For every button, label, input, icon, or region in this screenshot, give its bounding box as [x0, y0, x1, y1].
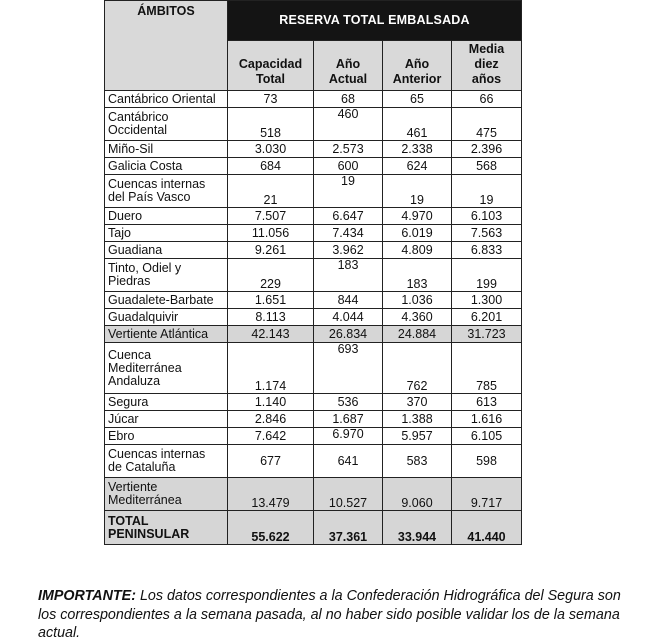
cell-value: 6.103: [452, 208, 522, 225]
cell-value: 1.687: [314, 411, 383, 428]
table-row: [105, 478, 522, 511]
cell-value: 844: [314, 292, 383, 309]
row-name-line: Cantábrico Oriental: [108, 91, 216, 106]
cell-value: 7.434: [314, 225, 383, 242]
cell-value: 6.970: [314, 428, 383, 445]
table-row: [105, 428, 522, 445]
cell-value: 2.396: [452, 141, 522, 158]
ambitos-header: ÁMBITOS: [105, 1, 228, 91]
note-text: Los datos correspondientes a la Confederación Hidrográfica del Segura son los correspondientes a la semana pasada, al no haber sido posible validar los de la semana actual.: [38, 588, 621, 641]
row-name: [105, 428, 228, 445]
row-name-line: Piedras: [108, 274, 151, 288]
cell-value: 9.060: [383, 478, 452, 511]
table-row: [105, 326, 522, 343]
table-row: [105, 259, 522, 292]
cell-value: 1.140: [228, 394, 314, 411]
table-row: [105, 242, 522, 259]
table-row: [105, 108, 522, 141]
cell-value: 518: [228, 108, 314, 141]
table-row: [105, 175, 522, 208]
column-header: [383, 41, 452, 91]
cell-value: 31.723: [452, 326, 522, 343]
column-header-line: diez: [474, 57, 499, 71]
table-row: [105, 343, 522, 394]
row-name: [105, 108, 228, 141]
cell-value: 613: [452, 394, 522, 411]
row-name: [105, 326, 228, 343]
cell-value: 19: [452, 175, 522, 208]
cell-value: 73: [228, 91, 314, 108]
cell-value: 6.201: [452, 309, 522, 326]
cell-value: 677: [228, 445, 314, 478]
table-row: [105, 511, 522, 545]
cell-value: 7.507: [228, 208, 314, 225]
cell-value: 24.884: [383, 326, 452, 343]
row-name-line: Mediterránea: [108, 493, 182, 507]
cell-value: 41.440: [452, 511, 522, 545]
row-name-line: Tinto, Odiel y: [108, 261, 182, 275]
cell-value: 3.962: [314, 242, 383, 259]
row-name-line: Cuencas internas: [108, 177, 206, 191]
cell-value: 4.360: [383, 309, 452, 326]
column-header: [452, 41, 522, 91]
cell-value: 229: [228, 259, 314, 292]
cell-value: 7.563: [452, 225, 522, 242]
cell-value: 461: [383, 108, 452, 141]
cell-value: 460: [314, 108, 383, 141]
column-header-line: Año: [335, 57, 361, 71]
cell-value: 42.143: [228, 326, 314, 343]
cell-value: 65: [383, 91, 452, 108]
row-name-line: de Cataluña: [108, 460, 176, 474]
cell-value: 9.261: [228, 242, 314, 259]
cell-value: 19: [383, 175, 452, 208]
cell-value: 684: [228, 158, 314, 175]
table-row: [105, 292, 522, 309]
row-name: [105, 175, 228, 208]
cell-value: 624: [383, 158, 452, 175]
row-name-line: Guadiana: [108, 242, 163, 257]
row-name-line: Occidental: [108, 123, 168, 137]
row-name-line: Cuencas internas: [108, 447, 206, 461]
cell-value: 5.957: [383, 428, 452, 445]
row-name: [105, 91, 228, 108]
cell-value: 183: [383, 259, 452, 292]
row-name-line: Guadalquivir: [108, 309, 179, 324]
table-row: [105, 309, 522, 326]
row-name: [105, 208, 228, 225]
cell-value: 475: [452, 108, 522, 141]
column-header: [228, 41, 314, 91]
note-lead: IMPORTANTE:: [38, 588, 136, 604]
table-row: [105, 394, 522, 411]
cell-value: 21: [228, 175, 314, 208]
cell-value: 11.056: [228, 225, 314, 242]
cell-value: 536: [314, 394, 383, 411]
cell-value: 1.174: [228, 343, 314, 394]
row-name-line: Miño-Sil: [108, 141, 154, 156]
row-name-line: Ebro: [108, 428, 135, 443]
cell-value: 10.527: [314, 478, 383, 511]
cell-value: 55.622: [228, 511, 314, 545]
cell-value: 66: [452, 91, 522, 108]
column-header-line: Total: [256, 72, 285, 86]
row-name: [105, 225, 228, 242]
cell-value: 4.970: [383, 208, 452, 225]
row-name-line: Guadalete-Barbate: [108, 292, 214, 307]
row-name-line: Tajo: [108, 225, 131, 240]
cell-value: 6.105: [452, 428, 522, 445]
cell-value: 68: [314, 91, 383, 108]
cell-value: 13.479: [228, 478, 314, 511]
group-header: RESERVA TOTAL EMBALSADA: [228, 1, 522, 41]
cell-value: 4.044: [314, 309, 383, 326]
cell-value: 583: [383, 445, 452, 478]
cell-value: 370: [383, 394, 452, 411]
cell-value: 183: [314, 259, 383, 292]
cell-value: 3.030: [228, 141, 314, 158]
row-name: [105, 343, 228, 394]
row-name: [105, 292, 228, 309]
cell-value: 6.647: [314, 208, 383, 225]
row-name: [105, 411, 228, 428]
cell-value: 1.036: [383, 292, 452, 309]
cell-value: 26.834: [314, 326, 383, 343]
row-name-line: TOTAL: [108, 513, 149, 528]
cell-value: 19: [314, 175, 383, 208]
row-name: [105, 511, 228, 545]
row-name-line: Duero: [108, 208, 143, 223]
cell-value: 37.361: [314, 511, 383, 545]
cell-value: 8.113: [228, 309, 314, 326]
cell-value: 785: [452, 343, 522, 394]
table-row: [105, 208, 522, 225]
cell-value: 4.809: [383, 242, 452, 259]
cell-value: 6.019: [383, 225, 452, 242]
cell-value: 33.944: [383, 511, 452, 545]
cell-value: 641: [314, 445, 383, 478]
table-row: [105, 91, 522, 108]
column-header: [314, 41, 383, 91]
row-name-line: Júcar: [108, 411, 139, 426]
cell-value: 2.846: [228, 411, 314, 428]
row-name-line: Cantábrico: [108, 110, 169, 124]
important-note: [38, 587, 638, 643]
row-name: [105, 478, 228, 511]
column-header-line: años: [471, 72, 502, 86]
row-name: [105, 259, 228, 292]
table-row: [105, 158, 522, 175]
row-name-line: Mediterránea: [108, 360, 182, 375]
cell-value: 7.642: [228, 428, 314, 445]
table-row: [105, 225, 522, 242]
row-name-line: Galicia Costa: [108, 158, 183, 173]
row-name: [105, 158, 228, 175]
row-name: [105, 445, 228, 478]
reservoir-table: [104, 0, 522, 545]
cell-value: 6.833: [452, 242, 522, 259]
cell-value: 9.717: [452, 478, 522, 511]
cell-value: 598: [452, 445, 522, 478]
row-name-line: Vertiente Atlántica: [108, 326, 209, 341]
row-name: [105, 141, 228, 158]
row-name-line: Vertiente: [108, 480, 158, 494]
column-header-line: Año: [404, 57, 430, 71]
cell-value: 1.388: [383, 411, 452, 428]
cell-value: 2.338: [383, 141, 452, 158]
table-row: [105, 411, 522, 428]
row-name-line: del País Vasco: [108, 190, 191, 204]
column-header-line: Media: [468, 42, 505, 56]
column-header-line: Actual: [328, 72, 368, 86]
cell-value: 1.300: [452, 292, 522, 309]
row-name-line: PENINSULAR: [108, 526, 190, 541]
column-header-line: Anterior: [392, 72, 442, 86]
cell-value: 568: [452, 158, 522, 175]
row-name-line: Cuenca: [108, 347, 152, 362]
row-name: [105, 309, 228, 326]
cell-value: 693: [314, 343, 383, 394]
table-row: [105, 445, 522, 478]
row-name-line: Segura: [108, 394, 149, 409]
cell-value: 1.616: [452, 411, 522, 428]
row-name-line: Andaluza: [108, 373, 161, 388]
cell-value: 1.651: [228, 292, 314, 309]
row-name: [105, 242, 228, 259]
cell-value: 2.573: [314, 141, 383, 158]
table-row: [105, 141, 522, 158]
cell-value: 600: [314, 158, 383, 175]
cell-value: 199: [452, 259, 522, 292]
column-header-line: Capacidad: [238, 57, 303, 71]
row-name: [105, 394, 228, 411]
cell-value: 762: [383, 343, 452, 394]
